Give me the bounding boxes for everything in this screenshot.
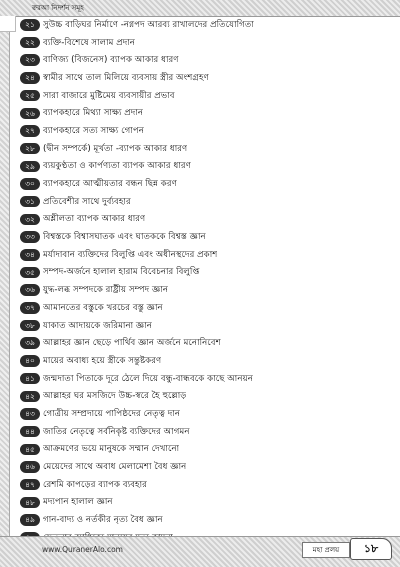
list-item (20, 264, 392, 282)
list-item (20, 352, 392, 370)
item-text: বাণিজ্য (বিজনেস) ব্যাপক আকার ধারণ (43, 55, 179, 66)
item-text: আমানতের বস্তুকে খরচের বস্তু জ্ঞান (43, 302, 163, 313)
item-number-badge: ৩৪ (20, 249, 40, 261)
item-text: মর্যাদাবান ব্যক্তিদের বিলুপ্তি এবং অধীনস্থদের প্রকাশ (43, 249, 218, 260)
footer-website-link[interactable]: www.QuranerAlo.com (42, 545, 123, 554)
corner-decoration (0, 16, 16, 32)
list-item (20, 423, 392, 441)
item-number-badge: ৩৫ (20, 267, 40, 279)
item-text: ব্যয়কুণ্ঠতা ও কার্পণ্যতা ব্যাপক আকার ধারণ (43, 161, 191, 172)
item-number-badge: ২৪ (20, 72, 40, 84)
item-text: ব্যাপকহারে মিথ্যা সাক্ষ্য প্রদান (43, 108, 144, 119)
item-number-badge: ৩৮ (20, 320, 40, 332)
list-item (20, 228, 392, 246)
page-number: ১৮ (350, 538, 392, 560)
list-item (20, 511, 392, 529)
list-item (20, 246, 392, 264)
list-item (20, 334, 392, 352)
list-item (20, 370, 392, 388)
item-text: অশ্লীলতা ব্যাপক আকার ধারণ (43, 214, 146, 225)
item-number-badge: ৪৫ (20, 444, 40, 456)
list-item (20, 34, 392, 52)
item-text: সুউচ্চ বাড়িঘর নির্মাণে -নগ্নপদ আরব্য রাখালদের প্রতিযোগিতা (43, 19, 254, 30)
item-number-badge: ৩৭ (20, 302, 40, 314)
item-number-badge: ৪৮ (20, 497, 40, 509)
item-text: মদ্যপান হালাল জ্ঞান (43, 497, 113, 508)
item-number-badge: ৩৩ (20, 231, 40, 243)
list-item (20, 317, 392, 335)
list-item (20, 140, 392, 158)
list-item (20, 104, 392, 122)
signs-list (20, 16, 392, 547)
list-item (20, 211, 392, 229)
list-item (20, 441, 392, 459)
item-number-badge: ২৯ (20, 161, 40, 173)
list-item (20, 476, 392, 494)
item-number-badge: ৪২ (20, 391, 40, 403)
item-number-badge: ৪৯ (20, 514, 40, 526)
item-number-badge: ৩০ (20, 178, 40, 190)
list-item (20, 16, 392, 34)
list-item (20, 405, 392, 423)
item-text: আল্লাহর ঘর মসজিদে উচ্চ-স্বরে হৈ হুল্লোড় (43, 391, 187, 402)
footer-book-title: মহা প্রলয় (302, 542, 350, 558)
item-number-badge: ৪৭ (20, 479, 40, 491)
item-text: সম্পদ-অর্জনে হালাল হারাম বিবেচনার বিলুপ্তি (43, 267, 200, 278)
item-text: গোত্রীয় সম্প্রদায়ে পাপিষ্ঠদের নেতৃত্ব দান (43, 408, 181, 419)
item-text: মায়ের অবাধ্য হয়ে স্ত্রীকে সন্তুষ্টকরণ (43, 355, 162, 366)
item-number-badge: ২২ (20, 37, 40, 49)
item-text: ব্যক্তি-বিশেষে সালাম প্রদান (43, 37, 135, 48)
list-item (20, 69, 392, 87)
item-number-badge: ৪০ (20, 355, 40, 367)
left-margin-bar (0, 16, 10, 536)
list-item (20, 87, 392, 105)
list-item (20, 175, 392, 193)
item-text: গান-বাদ্য ও নর্তকীর নৃত্য বৈধ জ্ঞান (43, 515, 163, 526)
item-text: সারা বাজারে মুষ্টিমেয় ব্যবসায়ীর প্রভাব (43, 90, 175, 101)
item-number-badge: ৪১ (20, 373, 40, 385)
item-text: জাতির নেতৃত্বে সর্বনিকৃষ্ট ব্যক্তিদের আগমন (43, 426, 190, 437)
item-text: আক্রমণের ভয়ে মানুষকে সম্মান দেখানো (43, 444, 180, 455)
list-item (20, 51, 392, 69)
list-item (20, 193, 392, 211)
list-item (20, 158, 392, 176)
item-text: ব্যাপকহারে সত্য সাক্ষ্য গোপন (43, 125, 144, 136)
list-item (20, 387, 392, 405)
list-item (20, 458, 392, 476)
item-text: (দ্বীন সম্পর্কে) মূর্খতা -ব্যাপক আকার ধারণ (43, 143, 188, 154)
item-number-badge: ৪৩ (20, 408, 40, 420)
item-number-badge: ৪৪ (20, 426, 40, 438)
item-number-badge: ৩৯ (20, 337, 40, 349)
item-text: স্বামীর সাথে তাল মিলিয়ে ব্যবসায় স্ত্রীর অংশগ্রহণ (43, 72, 209, 83)
list-item (20, 122, 392, 140)
list-item (20, 299, 392, 317)
item-number-badge: ২৮ (20, 143, 40, 155)
item-number-badge: ৩১ (20, 196, 40, 208)
list-item (20, 281, 392, 299)
item-text: বিশ্বস্তকে বিশ্বাসঘাতক এবং ঘাতককে বিশ্বস্ত জ্ঞান (43, 232, 206, 243)
item-text: প্রতিবেশীর সাথে দুর্ব্যবহার (43, 196, 131, 207)
list-item (20, 494, 392, 512)
item-text: জন্মদাতা পিতাকে দূরে ঠেলে দিয়ে বন্ধু-বান্ধবকে কাছে আনয়ন (43, 373, 253, 384)
item-text: যাকাত আদায়কে জরিমানা জ্ঞান (43, 320, 152, 331)
item-number-badge: ২৫ (20, 90, 40, 102)
item-text: রেশমি কাপড়ের ব্যাপক ব্যবহার (43, 479, 147, 490)
item-number-badge: ৩২ (20, 214, 40, 226)
running-header-title: ক্বরআ নিদর্শন সমূহ (32, 4, 84, 12)
item-number-badge: ২৬ (20, 108, 40, 120)
item-number-badge: ২৭ (20, 125, 40, 137)
item-number-badge: ২৩ (20, 54, 40, 66)
item-text: যুদ্ধ-লব্ধ সম্পদকে রাষ্ট্রীয় সম্পদ জ্ঞান (43, 285, 169, 296)
item-text: মেয়েদের সাথে অবাধ মেলামেশা বৈধ জ্ঞান (43, 462, 187, 473)
item-number-badge: ২১ (20, 19, 40, 31)
item-text: আল্লাহর জ্ঞান ছেড়ে পার্থিব জ্ঞান অর্জনে মনোনিবেশ (43, 338, 221, 349)
item-number-badge: ৩৬ (20, 284, 40, 296)
item-number-badge: ৪৬ (20, 461, 40, 473)
item-text: ব্যাপকহারে আত্মীয়তার বন্ধন ছিন্ন করণ (43, 179, 177, 190)
